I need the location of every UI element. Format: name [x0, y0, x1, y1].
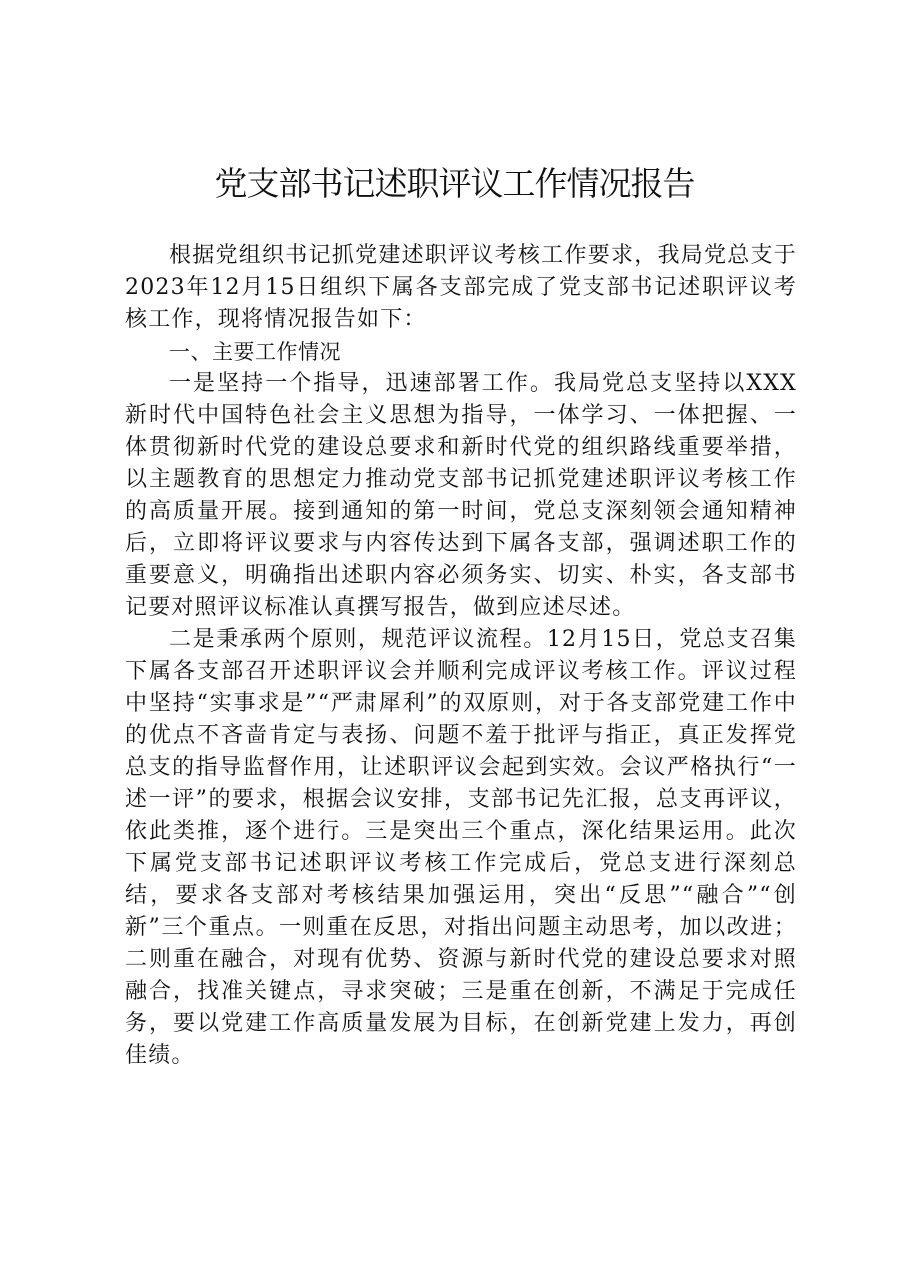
body-paragraph-1: 一是坚持一个指导，迅速部署工作。我局党总支坚持以XXX新时代中国特色社会主义思想为指导，一体学习、一体把握、一体贯彻新时代党的建设总要求和新时代党的组织路线重要举措，以主题教育的思想定力推动党支部书记抓党建述职评议考核工作的高质量开展。接到通知的第一时间，党总支深刻领会通知精神后，立即将评议要求与内容传达到下属各支部，强调述职工作的重要意义，明确指出述职内容必须务实、切实、朴实，各支部书记要对照评议标准认真撰写报告，做到应述尽述。	[125, 371, 797, 620]
body-paragraph-2: 二是秉承两个原则，规范评议流程。12月15日，党总支召集下属各支部召开述职评议会并顺利完成评议考核工作。评议过程中坚持“实事求是”“严肃犀利”的双原则，对于各支部党建工作中的优点不吝啬肯定与表扬、问题不羞于批评与指正，真正发挥党总支的指导监督作用，让述职评议会起到实效。会议严格执行“一述一评”的要求，根据会议安排，支部书记先汇报，总支再评议，依此类推，逐个进行。三是突出三个重点，深化结果运用。此次下属党支部书记述职评议考核工作完成后，党总支进行深刻总结，要求各支部对考核结果加强运用，突出“反思”“融合”“创新”三个重点。一则重在反思，对指出问题主动思考，加以改进；二则重在融合，对现有优势、资源与新时代党的建设总要求对照融合，找准关键点，寻求突破；三是重在创新，不满足于完成任务，要以党建工作高质量发展为目标，在创新党建上发力，再创佳绩。	[125, 627, 797, 1068]
intro-paragraph: 根据党组织书记抓党建述职评议考核工作要求，我局党总支于2023年12月15日组织下属各支部完成了党支部书记述职评议考核工作，现将情况报告如下：	[125, 243, 797, 332]
document-title: 党支部书记述职评议工作情况报告	[214, 164, 695, 203]
section-heading: 一、主要工作情况	[169, 340, 341, 364]
document-body	[125, 240, 797, 1072]
